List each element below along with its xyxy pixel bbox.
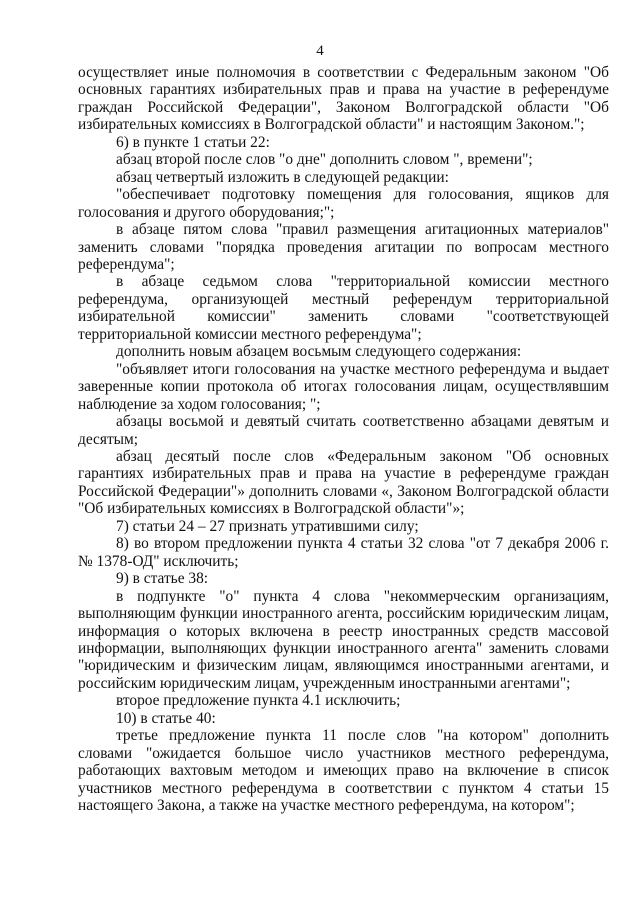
paragraph: третье предложение пункта 11 после слов "на котором" дополнить словами "ожидается большое число участников местного референдума, работающих вахтовым методом и имеющих право на включение в список участников местного референдума в соответствии с пунктом 4 статьи 15 настоящего Закона, а также на участке местного референдума, на котором"; — [78, 727, 609, 815]
paragraph: "обеспечивает подготовку помещения для голосования, ящиков для голосования и другого оборудования;"; — [78, 186, 609, 221]
page-number: 4 — [316, 43, 324, 59]
paragraph-continuation: осуществляет иные полномочия в соответствии с Федеральным законом "Об основных гарантиях избирательных прав и права на участие в референдуме граждан Российской Федерации", Законом Волгоградской области "Об избирательных комиссиях в Волгоградской области" и настоящим Законом."; — [78, 64, 609, 134]
paragraph-item-6: 6) в пункте 1 статьи 22: — [116, 133, 270, 151]
paragraph: в абзаце седьмом слова "территориальной комиссии местного референдума, организующей местный референдум территориальной избирательной комиссии" заменить словами "соответствующей территориальной комиссии местного референдума"; — [78, 273, 609, 343]
paragraph: абзац четвертый изложить в следующей редакции: — [116, 168, 449, 186]
document-body — [78, 64, 609, 814]
paragraph: абзацы восьмой и девятый считать соответственно абзацами девятым и десятым; — [78, 413, 609, 448]
paragraph: в подпункте "о" пункта 4 слова "некоммерческим организациям, выполняющим функции иностранного агента, российским юридическим лицам, информация о которых включена в реестр иностранных средств массовой информации, выполняющих функции иностранного агента" заменить словами "юридическим и физическим лицам, являющимся иностранными агентами, и российским юридическим лицам, учрежденным иностранными агентами"; — [78, 587, 609, 692]
paragraph: "объявляет итоги голосования на участке местного референдума и выдает заверенные копии протокола об итогах голосования лицам, осуществлявшим наблюдение за ходом голосования; "; — [78, 360, 609, 413]
paragraph: дополнить новым абзацем восьмым следующего содержания: — [116, 343, 522, 361]
paragraph: абзац второй после слов "о дне" дополнить словом ", времени"; — [116, 151, 533, 169]
paragraph-item-9: 9) в статье 38: — [116, 570, 209, 588]
paragraph-item-10: 10) в статье 40: — [116, 709, 216, 727]
paragraph-item-7: 7) статьи 24 – 27 признать утратившими силу; — [116, 517, 419, 535]
paragraph: абзац десятый после слов «Федеральным законом "Об основных гарантиях избирательных прав и права на участие в референдуме граждан Российской Федерации"» дополнить словами «, Законом Волгоградской области "Об избирательных комиссиях в Волгоградской области"»; — [78, 447, 609, 518]
paragraph: второе предложение пункта 4.1 исключить; — [116, 692, 401, 710]
paragraph: в абзаце пятом слова "правил размещения агитационных материалов" заменить словами "порядка проведения агитации по вопросам местного референдума"; — [78, 221, 609, 273]
paragraph-item-8: 8) во втором предложении пункта 4 статьи 32 слова "от 7 декабря 2006 г. № 1378-ОД" исключить; — [78, 535, 609, 570]
